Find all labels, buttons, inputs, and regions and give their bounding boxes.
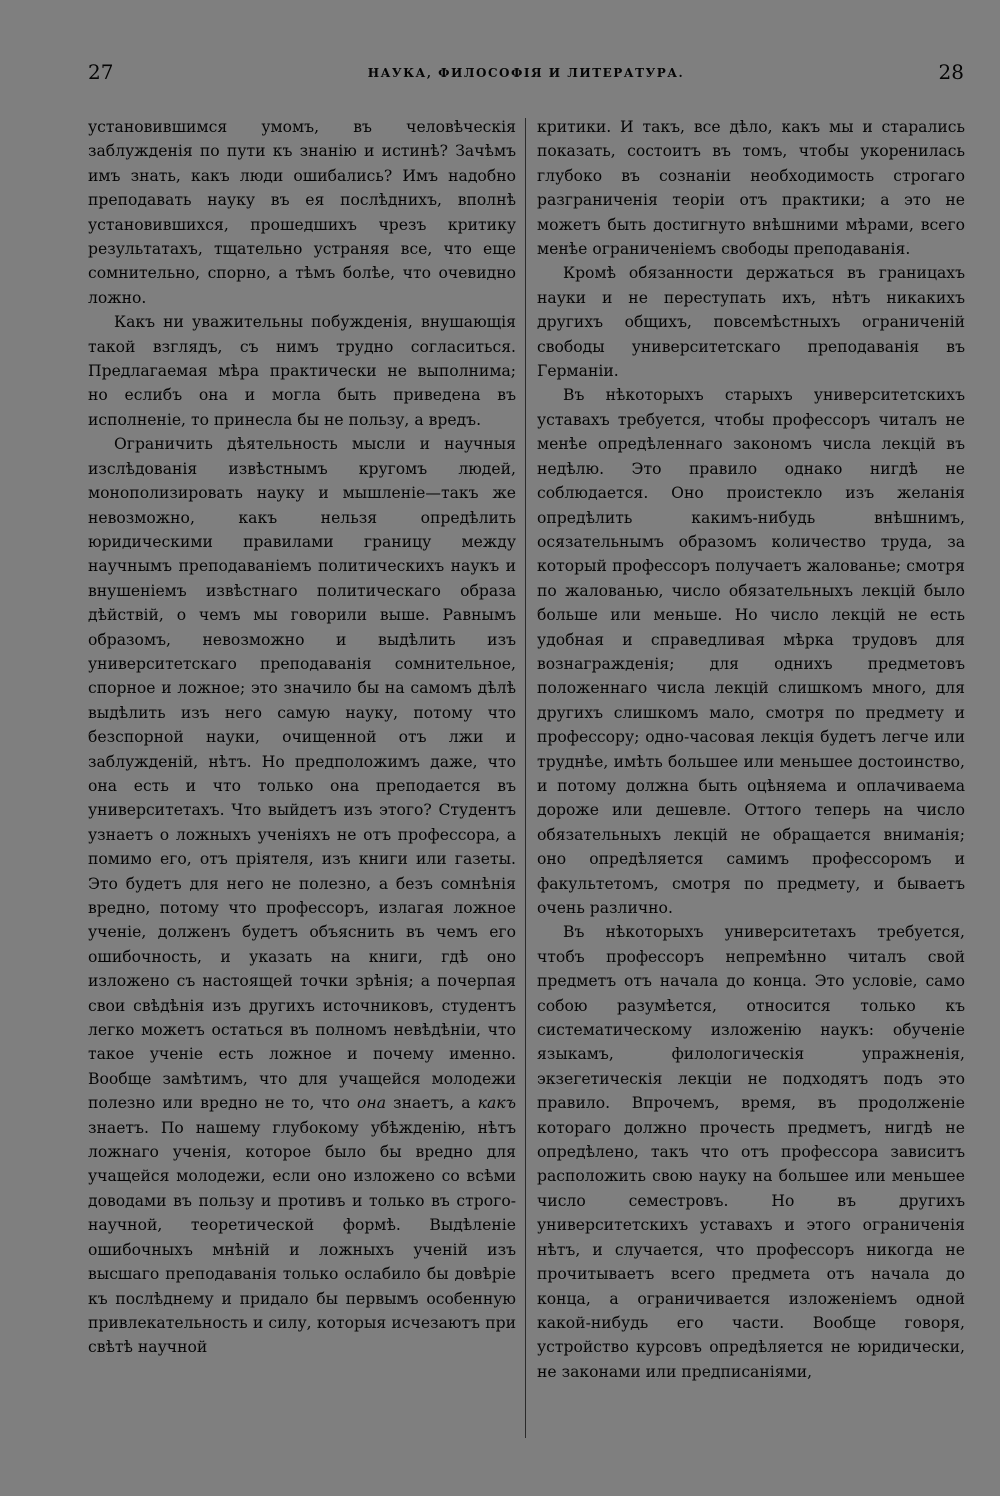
page-number-right: 28 xyxy=(938,60,964,84)
left-column xyxy=(88,115,516,1360)
running-title: НАУКА, ФИЛОСОФІЯ И ЛИТЕРАТУРА. xyxy=(367,66,685,80)
right-column xyxy=(537,115,965,1384)
paragraph: установившимся умомъ, въ человѣческія заблужденія по пути къ знанію и истинѣ? Зачѣмъ имъ знать, какъ люди ошибались? Имъ надобно преподавать науку въ ея послѣднихъ, вполнѣ установившихся, прошедшихъ чрезъ критику результатахъ, тщательно устраняя все, что еще сомнительно, спорно, а тѣмъ болѣе, что очевидно ложно. xyxy=(88,118,516,307)
paragraph: Кромѣ обязанности держаться въ границахъ науки и не переступать ихъ, нѣтъ никакихъ другихъ общихъ, повсемѣстныхъ ограниченій свободы университетскаго преподаванія въ Германіи. xyxy=(537,264,965,381)
paragraph-text: знаетъ, а xyxy=(386,1094,478,1113)
paragraph-text: Ограничить дѣятельность мысли и научныя изслѣдованія извѣстнымъ кругомъ людей, монополизировать науку и мышленіе—такъ же невозможно, какъ нельзя опредѣлить юридическими правилами границу между научнымъ преподаваніемъ политическихъ наукъ и внушеніемъ извѣстнаго политическаго образа дѣйствій, о чемъ мы говорили выше. Равнымъ образомъ, невозможно и выдѣлить изъ университетскаго преподаванія сомнительное, спорное и ложное; это значило бы на самомъ дѣлѣ выдѣлить изъ него самую науку, потому что безспорной науки, очищенной отъ лжи и заблужденій, нѣтъ. Но предположимъ даже, что она есть и что только она преподается въ университетахъ. Что выйдетъ изъ этого? Студентъ узнаетъ о ложныхъ ученіяхъ не отъ профессора, а помимо его, отъ пріятеля, изъ книги или газеты. Это будетъ для него не полезно, а безъ сомнѣнія вредно, потому что профессоръ, излагая ложное ученіе, долженъ будетъ объяснить въ чемъ его ошибочность, и указать на книги, гдѣ оно изложено съ настоящей точки зрѣнія; а почерпая свои свѣдѣнія изъ другихъ источниковъ, студентъ легко можетъ остаться въ полномъ невѣдѣніи, что такое ученіе есть ложное и почему именно. Вообще замѣтимъ, что для учащейся молодежи полезно или вредно не то, что xyxy=(88,435,516,1113)
paragraph: Какъ ни уважительны побужденія, внушающія такой взглядъ, съ нимъ трудно согласиться. Предлагаемая мѣра практически не выполнима; но еслибъ она и могла быть приведена въ исполненіе, то принесла бы не пользу, а вредъ. xyxy=(88,313,516,429)
paragraph: критики. И такъ, все дѣло, какъ мы и старались показать, состоитъ въ томъ, чтобы укоренилась глубоко въ сознаніи необходимость строгаго разграниченія теоріи отъ практики; а это не можетъ быть достигнуто внѣшними мѣрами, всего менѣе ограниченіемъ свободы преподаванія. xyxy=(537,118,965,259)
emphasis: какъ xyxy=(477,1094,516,1113)
paragraph-text: знаетъ. По нашему глубокому убѣжденію, нѣтъ ложнаго ученія, которое было бы вредно для учащейся молодежи, если оно изложено со всѣми доводами въ пользу и противъ и только въ строго-научной, теоретической формѣ. Выдѣленіе ошибочныхъ мнѣній и ложныхъ ученій изъ высшаго преподаванія только ослабило бы довѣріе къ послѣднему и придало бы первымъ особенную привлекательность и силу, которыя исчезаютъ при свѣтѣ научной xyxy=(88,1118,516,1357)
emphasis: она xyxy=(357,1094,386,1113)
paragraph: Въ нѣкоторыхъ университетахъ требуется, чтобъ профессоръ непремѣнно читалъ свой предметъ отъ начала до конца. Это условіе, само собою разумѣется, относится только къ систематическому изложенію наукъ: обученіе языкамъ, филологическія упражненія, экзегетическія лекціи не подходятъ подъ это правило. Впрочемъ, время, въ продолженіе котораго должно прочесть предметъ, нигдѣ не опредѣлено, такъ что отъ профессора зависитъ расположить свою науку на большее или меньшее число семестровъ. Но въ другихъ университетскихъ уставахъ и этого ограниченія нѣтъ, и случается, что профессоръ никогда не прочитываетъ всего предмета отъ начала до конца, а ограничивается изложеніемъ одной какой-нибудь его части. Вообще говоря, устройство курсовъ опредѣляется не юридически, не законами или предписаніями, xyxy=(537,923,965,1381)
paragraph: Въ нѣкоторыхъ старыхъ университетскихъ уставахъ требуется, чтобы профессоръ читалъ не менѣе опредѣленнаго закономъ числа лекцій въ недѣлю. Это правило однако нигдѣ не соблюдается. Оно проистекло изъ желанія опредѣлить какимъ-нибудь внѣшнимъ, осязательнымъ образомъ количество труда, за который профессоръ получаетъ жалованье; смотря по жалованью, число обязательныхъ лекцій было больше или меньше. Но число лекцій не есть удобная и справедливая мѣрка трудовъ для вознагражденія; для однихъ предметовъ положеннаго числа лекцій слишкомъ много, для другихъ слишкомъ мало, смотря по предмету и профессору; одно-часовая лекція будетъ легче или труднѣе, имѣть большее или меньшее достоинство, и потому должна быть оцѣняема и оплачиваема дороже или дешевле. Оттого теперь на число обязательныхъ лекцій не обращается вниманія; оно опредѣляется самимъ профессоромъ и факультетомъ, смотря по предмету, и бываетъ очень различно. xyxy=(537,386,965,917)
paragraph xyxy=(88,432,516,1359)
column-divider xyxy=(525,118,526,1438)
page-number-left: 27 xyxy=(88,60,114,84)
page-header xyxy=(88,60,964,90)
